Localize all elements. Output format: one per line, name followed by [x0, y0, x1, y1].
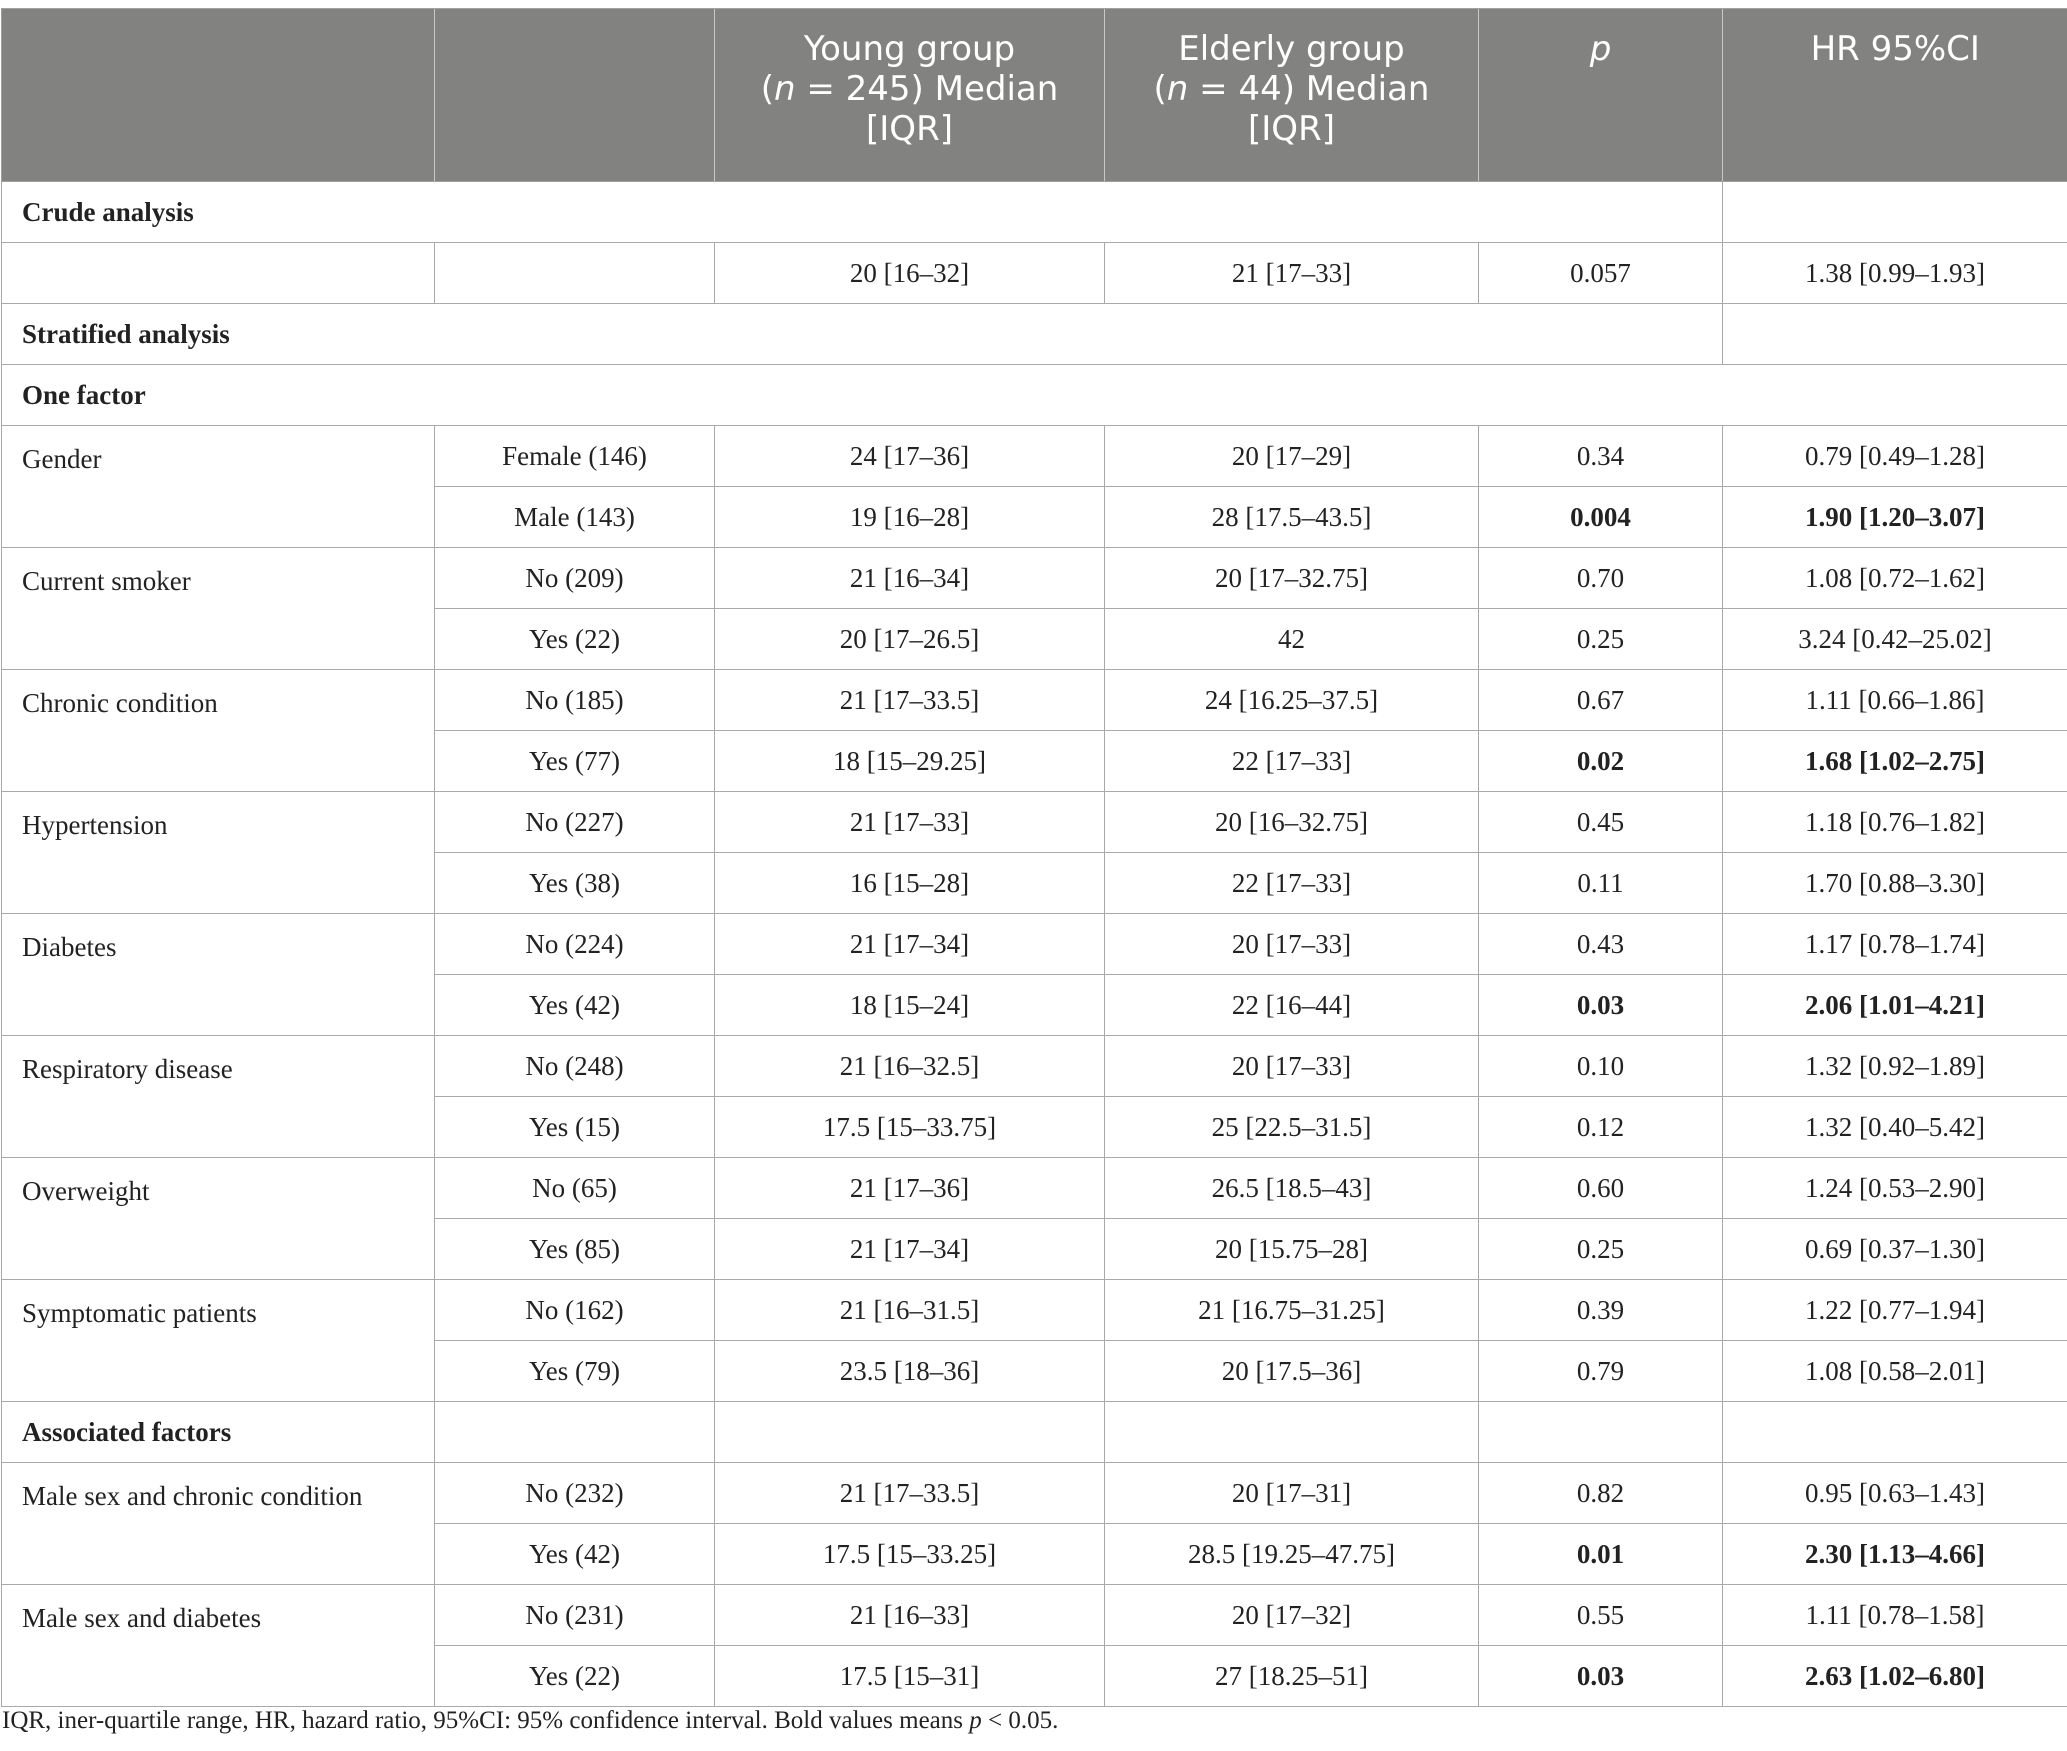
- header-young-group: Young group (n = 245) Median [IQR]: [715, 9, 1105, 182]
- cell-p: 0.43: [1479, 914, 1723, 975]
- row-label: Male sex and diabetes: [2, 1585, 435, 1707]
- cell-p: 0.67: [1479, 670, 1723, 731]
- cell-subgroup: No (232): [435, 1463, 715, 1524]
- table-body: [2, 182, 2067, 1707]
- cell-hr: 3.24 [0.42–25.02]: [1723, 609, 2067, 670]
- cell-hr: 1.11 [0.66–1.86]: [1723, 670, 2067, 731]
- empty-cell: [1105, 1402, 1479, 1463]
- row-label: Diabetes: [2, 914, 435, 1036]
- section-row: [2, 365, 2067, 426]
- cell-p: 0.55: [1479, 1585, 1723, 1646]
- row-label: Respiratory disease: [2, 1036, 435, 1158]
- section-row: [2, 304, 2067, 365]
- cell-young: 17.5 [15–33.75]: [715, 1097, 1105, 1158]
- row-label: Symptomatic patients: [2, 1280, 435, 1402]
- cell-young: 21 [16–31.5]: [715, 1280, 1105, 1341]
- section-crude-analysis: Crude analysis: [2, 182, 1723, 243]
- cell-p: 0.25: [1479, 609, 1723, 670]
- cell-hr: 1.70 [0.88–3.30]: [1723, 853, 2067, 914]
- table-row: [2, 792, 2067, 853]
- cell-elderly: 20 [16–32.75]: [1105, 792, 1479, 853]
- cell-p: 0.03: [1479, 975, 1723, 1036]
- cell-subgroup: No (231): [435, 1585, 715, 1646]
- cell-young: 21 [16–34]: [715, 548, 1105, 609]
- empty-cell: [435, 1402, 715, 1463]
- cell-young: 21 [16–32.5]: [715, 1036, 1105, 1097]
- cell-p: 0.004: [1479, 487, 1723, 548]
- cell-p: 0.10: [1479, 1036, 1723, 1097]
- cell-subgroup: No (224): [435, 914, 715, 975]
- header-young-n-rest: = 245) Median: [795, 69, 1059, 109]
- cell-young: 21 [17–33.5]: [715, 670, 1105, 731]
- cell-subgroup: Yes (15): [435, 1097, 715, 1158]
- cell-young: 16 [15–28]: [715, 853, 1105, 914]
- cell-hr: 1.32 [0.40–5.42]: [1723, 1097, 2067, 1158]
- header-elderly-n: n: [1166, 69, 1189, 109]
- cell-elderly: 20 [17–33]: [1105, 1036, 1479, 1097]
- cell-p: 0.01: [1479, 1524, 1723, 1585]
- cell-elderly: 21 [16.75–31.25]: [1105, 1280, 1479, 1341]
- crude-row: [2, 243, 2067, 304]
- empty-cell: [1479, 1402, 1723, 1463]
- cell-hr: 1.18 [0.76–1.82]: [1723, 792, 2067, 853]
- header-elderly-group: Elderly group (n = 44) Median [IQR]: [1105, 9, 1479, 182]
- cell-hr: 1.38 [0.99–1.93]: [1723, 243, 2067, 304]
- row-label: Chronic condition: [2, 670, 435, 792]
- cell-young: 21 [17–34]: [715, 914, 1105, 975]
- cell-subgroup: No (162): [435, 1280, 715, 1341]
- table-row: [2, 1585, 2067, 1646]
- hazard-ratio-table: [1, 8, 2067, 1707]
- table-row: [2, 1280, 2067, 1341]
- cell-young: 17.5 [15–31]: [715, 1646, 1105, 1707]
- cell-subgroup: Female (146): [435, 426, 715, 487]
- cell-hr: 1.32 [0.92–1.89]: [1723, 1036, 2067, 1097]
- footnote-text: IQR, iner-quartile range, HR, hazard ratio, 95%CI: 95% confidence interval. Bold values means: [2, 1707, 970, 1734]
- empty-cell: [1723, 182, 2067, 243]
- cell-young: 20 [16–32]: [715, 243, 1105, 304]
- cell-young: 21 [17–34]: [715, 1219, 1105, 1280]
- cell-elderly: 28.5 [19.25–47.75]: [1105, 1524, 1479, 1585]
- cell-young: 18 [15–29.25]: [715, 731, 1105, 792]
- cell-hr: 1.22 [0.77–1.94]: [1723, 1280, 2067, 1341]
- cell-young: 21 [17–33]: [715, 792, 1105, 853]
- cell-elderly: 25 [22.5–31.5]: [1105, 1097, 1479, 1158]
- header-young-n: n: [773, 69, 796, 109]
- table-footnote: [2, 1707, 1058, 1735]
- section-row: [2, 1402, 2067, 1463]
- footnote-p: p: [969, 1707, 982, 1734]
- cell-p: 0.60: [1479, 1158, 1723, 1219]
- cell-hr: 1.68 [1.02–2.75]: [1723, 731, 2067, 792]
- cell-p: 0.11: [1479, 853, 1723, 914]
- cell-young: 19 [16–28]: [715, 487, 1105, 548]
- table-row: [2, 670, 2067, 731]
- header-elderly-n-rest: = 44) Median: [1188, 69, 1430, 109]
- cell-elderly: 26.5 [18.5–43]: [1105, 1158, 1479, 1219]
- cell-young: 20 [17–26.5]: [715, 609, 1105, 670]
- header-young-line3: [IQR]: [866, 109, 953, 149]
- row-label: Hypertension: [2, 792, 435, 914]
- cell-elderly: 24 [16.25–37.5]: [1105, 670, 1479, 731]
- header-elderly-line3: [IQR]: [1248, 109, 1335, 149]
- cell-subgroup: Yes (38): [435, 853, 715, 914]
- cell-p: 0.79: [1479, 1341, 1723, 1402]
- cell-subgroup: Yes (42): [435, 1524, 715, 1585]
- cell-hr: 1.08 [0.72–1.62]: [1723, 548, 2067, 609]
- header-p-label: p: [1589, 29, 1612, 69]
- cell-hr: 1.11 [0.78–1.58]: [1723, 1585, 2067, 1646]
- cell-young: 21 [17–33.5]: [715, 1463, 1105, 1524]
- cell-p: 0.82: [1479, 1463, 1723, 1524]
- table-row: [2, 426, 2067, 487]
- cell-subgroup: Yes (22): [435, 1646, 715, 1707]
- table-header: [2, 9, 2067, 182]
- section-associated-factors: Associated factors: [2, 1402, 435, 1463]
- cell-young: 23.5 [18–36]: [715, 1341, 1105, 1402]
- section-one-factor: One factor: [2, 365, 2067, 426]
- cell-subgroup: Yes (77): [435, 731, 715, 792]
- row-label: Gender: [2, 426, 435, 548]
- cell-young: 21 [17–36]: [715, 1158, 1105, 1219]
- cell-p: 0.39: [1479, 1280, 1723, 1341]
- cell-elderly: 22 [16–44]: [1105, 975, 1479, 1036]
- table-row: [2, 1463, 2067, 1524]
- cell-hr: 0.95 [0.63–1.43]: [1723, 1463, 2067, 1524]
- header-factor: [2, 9, 435, 182]
- empty-cell: [1723, 304, 2067, 365]
- cell-p: 0.02: [1479, 731, 1723, 792]
- cell-subgroup: Yes (42): [435, 975, 715, 1036]
- cell-hr: 0.79 [0.49–1.28]: [1723, 426, 2067, 487]
- header-young-line1: Young group: [803, 29, 1016, 69]
- cell-elderly: 27 [18.25–51]: [1105, 1646, 1479, 1707]
- table-row: [2, 548, 2067, 609]
- cell-hr: 1.17 [0.78–1.74]: [1723, 914, 2067, 975]
- cell-hr: 1.08 [0.58–2.01]: [1723, 1341, 2067, 1402]
- cell-elderly: 20 [17.5–36]: [1105, 1341, 1479, 1402]
- cell-p: 0.34: [1479, 426, 1723, 487]
- cell-young: 18 [15–24]: [715, 975, 1105, 1036]
- cell-p: 0.25: [1479, 1219, 1723, 1280]
- row-label: Current smoker: [2, 548, 435, 670]
- header-hr: HR 95%CI: [1723, 9, 2067, 182]
- table-row: [2, 914, 2067, 975]
- cell-subgroup: Yes (85): [435, 1219, 715, 1280]
- cell-young: 24 [17–36]: [715, 426, 1105, 487]
- cell-hr: 2.30 [1.13–4.66]: [1723, 1524, 2067, 1585]
- cell-p: 0.70: [1479, 548, 1723, 609]
- cell-hr: 1.24 [0.53–2.90]: [1723, 1158, 2067, 1219]
- cell-subgroup: No (248): [435, 1036, 715, 1097]
- cell-hr: 0.69 [0.37–1.30]: [1723, 1219, 2067, 1280]
- cell-subgroup: No (209): [435, 548, 715, 609]
- empty-cell: [435, 243, 715, 304]
- section-row: [2, 182, 2067, 243]
- cell-p: 0.45: [1479, 792, 1723, 853]
- cell-subgroup: No (65): [435, 1158, 715, 1219]
- table-row: [2, 1036, 2067, 1097]
- row-label: Male sex and chronic condition: [2, 1463, 435, 1585]
- cell-p: 0.057: [1479, 243, 1723, 304]
- cell-subgroup: No (185): [435, 670, 715, 731]
- cell-p: 0.03: [1479, 1646, 1723, 1707]
- cell-elderly: 22 [17–33]: [1105, 731, 1479, 792]
- cell-hr: 2.63 [1.02–6.80]: [1723, 1646, 2067, 1707]
- cell-elderly: 20 [17–32.75]: [1105, 548, 1479, 609]
- cell-hr: 2.06 [1.01–4.21]: [1723, 975, 2067, 1036]
- cell-elderly: 20 [15.75–28]: [1105, 1219, 1479, 1280]
- empty-cell: [2, 243, 435, 304]
- cell-elderly: 20 [17–29]: [1105, 426, 1479, 487]
- cell-subgroup: Male (143): [435, 487, 715, 548]
- cell-subgroup: Yes (79): [435, 1341, 715, 1402]
- cell-young: 17.5 [15–33.25]: [715, 1524, 1105, 1585]
- empty-cell: [715, 1402, 1105, 1463]
- cell-subgroup: No (227): [435, 792, 715, 853]
- header-p-value: [1479, 9, 1723, 182]
- header-subgroup: [435, 9, 715, 182]
- cell-elderly: 20 [17–32]: [1105, 1585, 1479, 1646]
- cell-elderly: 21 [17–33]: [1105, 243, 1479, 304]
- section-stratified-analysis: Stratified analysis: [2, 304, 1723, 365]
- row-label: Overweight: [2, 1158, 435, 1280]
- cell-elderly: 20 [17–33]: [1105, 914, 1479, 975]
- cell-elderly: 42: [1105, 609, 1479, 670]
- cell-hr: 1.90 [1.20–3.07]: [1723, 487, 2067, 548]
- cell-elderly: 28 [17.5–43.5]: [1105, 487, 1479, 548]
- cell-young: 21 [16–33]: [715, 1585, 1105, 1646]
- cell-elderly: 22 [17–33]: [1105, 853, 1479, 914]
- cell-subgroup: Yes (22): [435, 609, 715, 670]
- cell-elderly: 20 [17–31]: [1105, 1463, 1479, 1524]
- empty-cell: [1723, 1402, 2067, 1463]
- cell-p: 0.12: [1479, 1097, 1723, 1158]
- header-elderly-line1: Elderly group: [1178, 29, 1405, 69]
- table-row: [2, 1158, 2067, 1219]
- footnote-tail: < 0.05.: [981, 1707, 1059, 1734]
